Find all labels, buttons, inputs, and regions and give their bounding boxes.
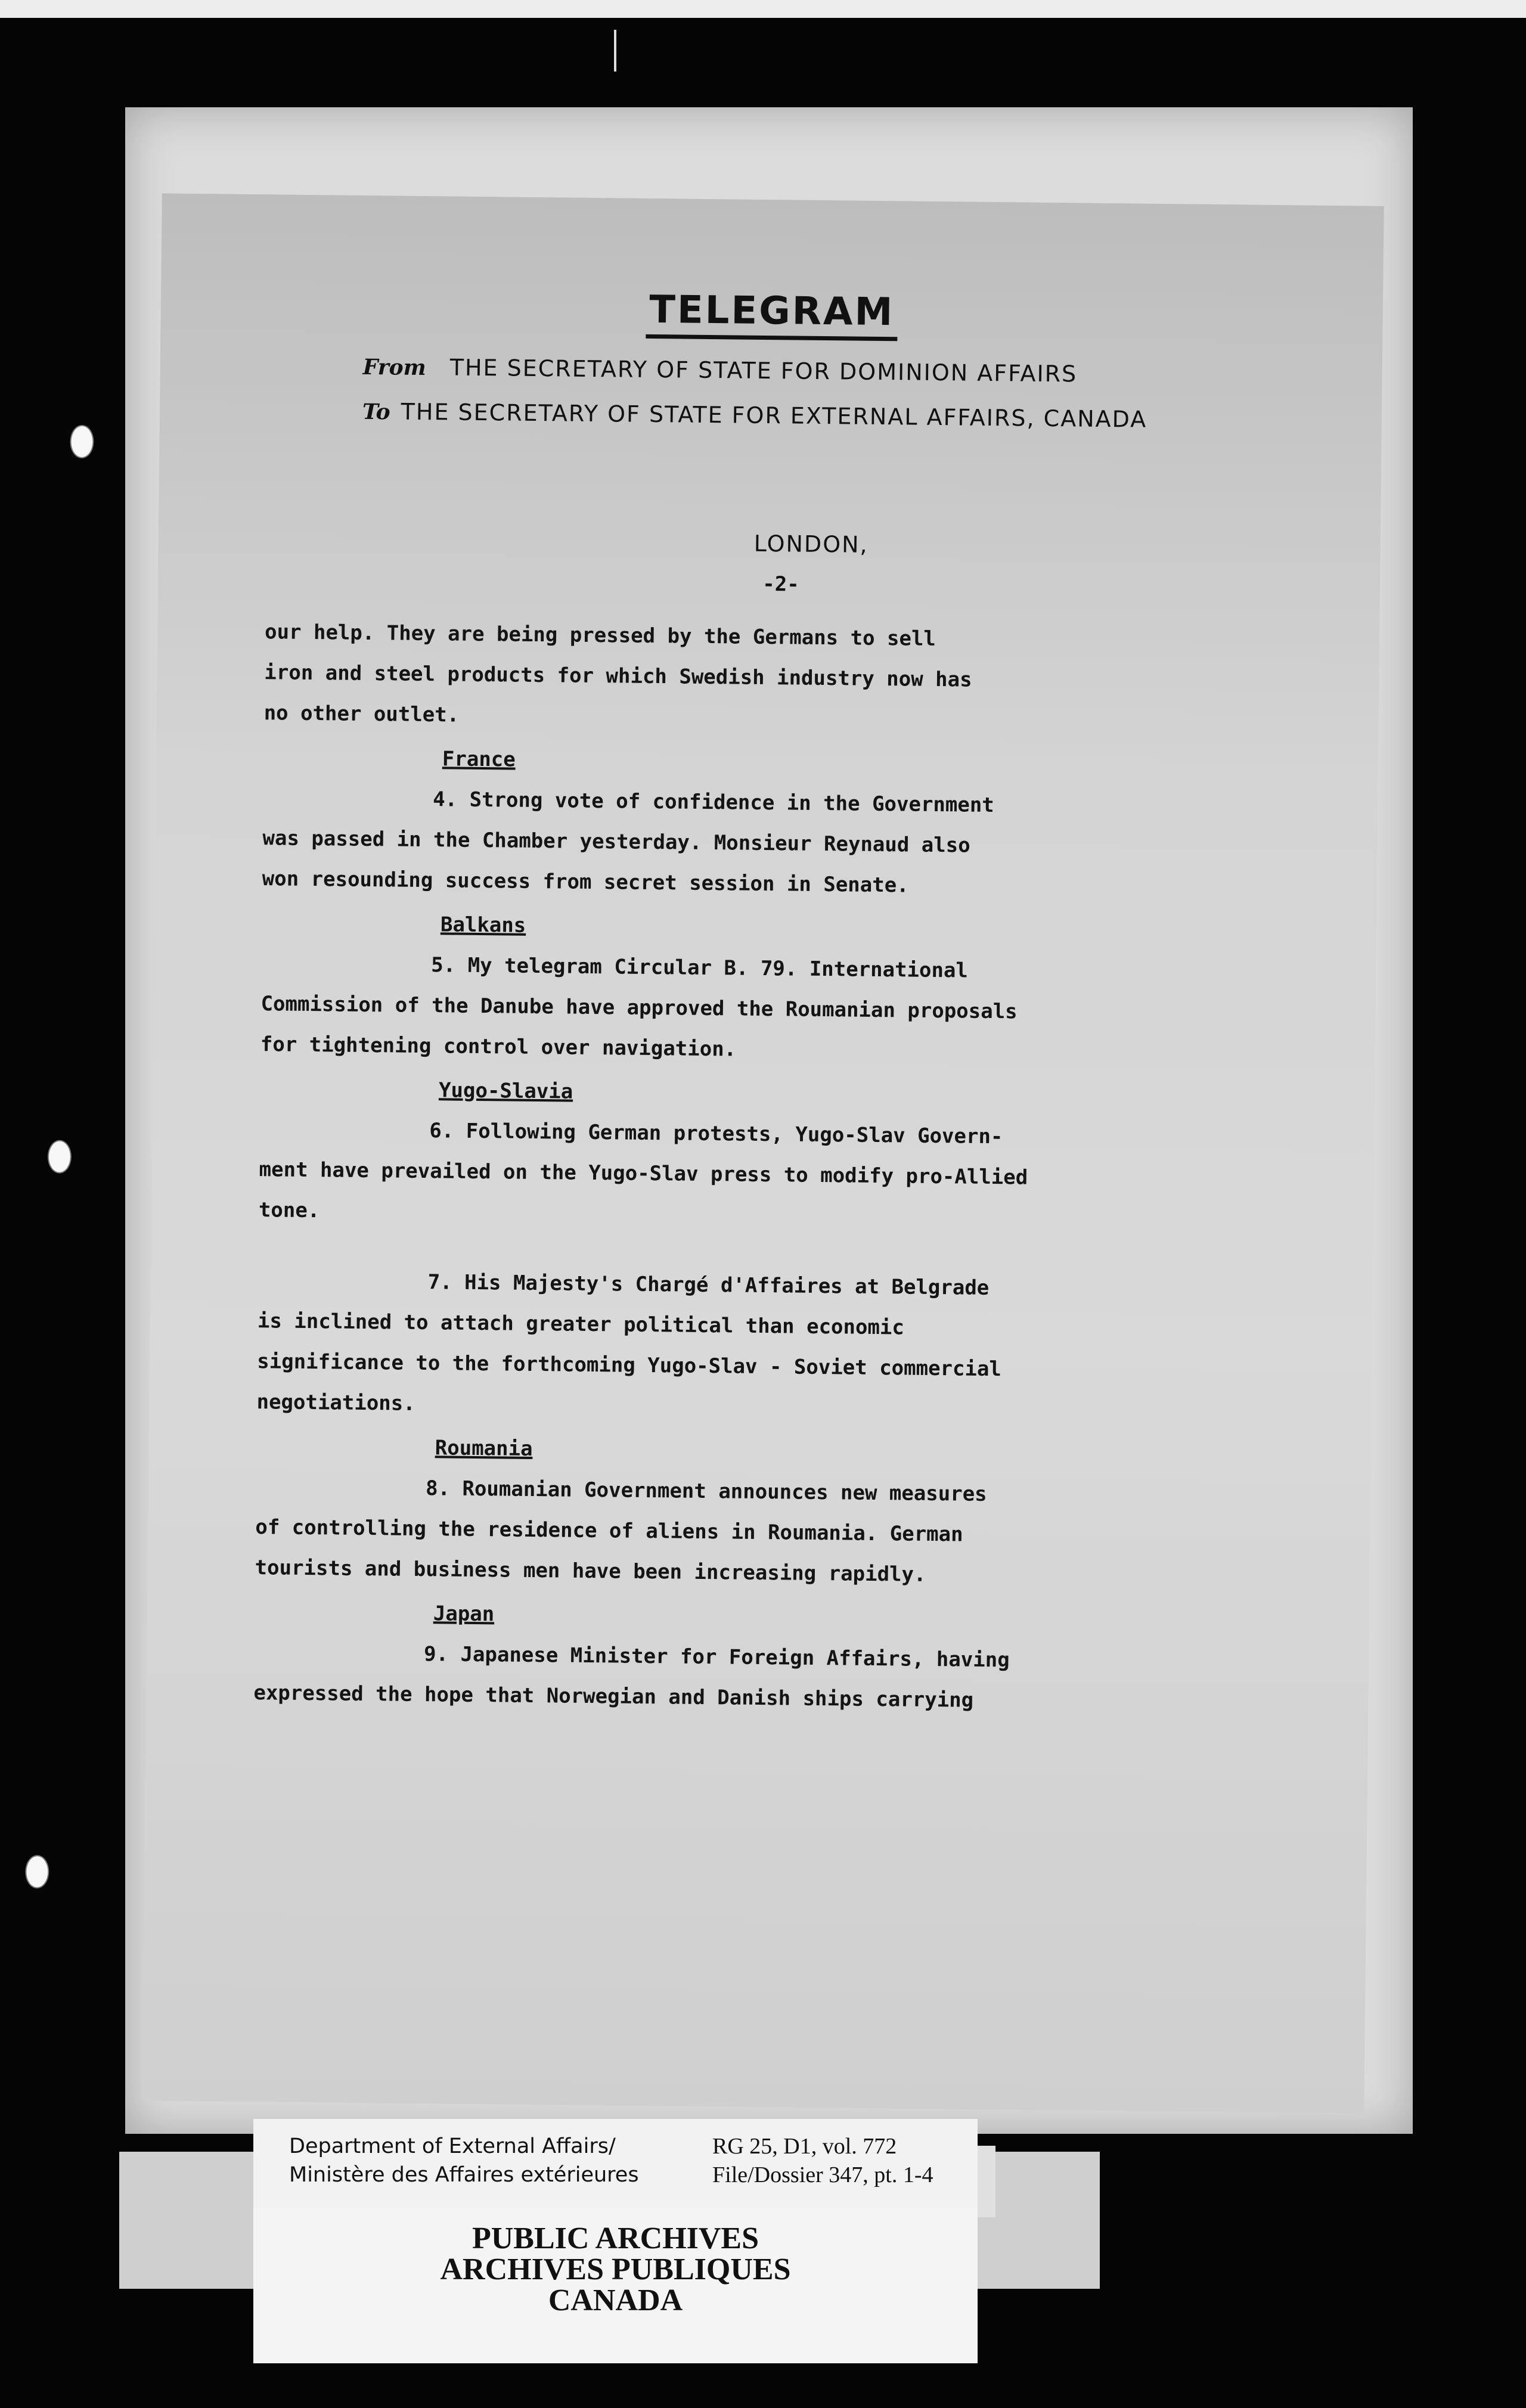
body-line: for tightening control over navigation.: [260, 1032, 737, 1062]
body-line: 9. Japanese Minister for Foreign Affairs, having: [423, 1642, 1010, 1672]
body-line: 8. Roumanian Government announces new measures: [425, 1476, 987, 1506]
body-line: our help. They are being pressed by the Germans to sell: [264, 620, 936, 651]
telegram-title: [160, 283, 1383, 339]
from-line: [363, 353, 1078, 387]
section-heading-balkans: Balkans: [440, 913, 526, 938]
archives-stamp: PUBLIC ARCHIVES ARCHIVES PUBLIQUES CANADA: [440, 2221, 791, 2317]
section-heading-yugo-slavia: Yugo-Slavia: [438, 1078, 573, 1104]
body-line: negotiations.: [256, 1390, 415, 1416]
body-line: tone.: [258, 1198, 320, 1223]
to-line: [362, 398, 1147, 433]
body-line: significance to the forthcoming Yugo-Slav - Soviet commercial: [257, 1349, 1002, 1382]
from-text: THE SECRETARY OF STATE FOR DOMINION AFFAIRS: [449, 354, 1078, 387]
archive-reference-label: [253, 2119, 978, 2208]
punch-hole: [48, 1140, 72, 1173]
page-number: -2-: [762, 572, 799, 597]
title-text: TELEGRAM: [646, 288, 898, 341]
body-line: 5. My telegram Circular B. 79. International: [431, 953, 969, 983]
body-line: was passed in the Chamber yesterday. Monsieur Reynaud also: [262, 826, 970, 858]
place-of-origin: LONDON,: [753, 530, 869, 558]
telegram-page: [142, 193, 1384, 2113]
body-line: no other outlet.: [263, 701, 460, 727]
body-line: won resounding success from secret session in Senate.: [262, 867, 909, 898]
scan-artifact: [614, 30, 616, 72]
body-line: ment have prevailed on the Yugo-Slav press to modify pro-Allied: [259, 1158, 1028, 1190]
body-line: tourists and business men have been increasing rapidly.: [255, 1556, 926, 1587]
punch-hole: [70, 425, 94, 458]
body-line: of controlling the residence of aliens in Roumania. German: [255, 1515, 963, 1547]
scan-top-edge: [0, 0, 1526, 18]
section-heading-france: France: [442, 747, 516, 772]
section-heading-japan: Japan: [433, 1602, 495, 1627]
department-name: Department of External Affairs/ Ministère des Affaires extérieures: [289, 2134, 639, 2187]
punch-hole: [25, 1855, 49, 1888]
file-reference: RG 25, D1, vol. 772 File/Dossier 347, pt. 1-4: [712, 2134, 933, 2187]
body-line: iron and steel products for which Swedish industry now has: [264, 660, 972, 692]
body-line: 6. Following German protests, Yugo-Slav Govern-: [429, 1119, 1003, 1149]
from-label: From: [362, 354, 426, 381]
to-label: To: [362, 399, 390, 425]
body-line: expressed the hope that Norwegian and Danish ships carrying: [253, 1681, 974, 1712]
body-line: 4. Strong vote of confidence in the Government: [432, 787, 994, 818]
telegram-body: [253, 612, 1218, 1723]
body-line: Commission of the Danube have approved the Roumanian proposals: [260, 992, 1018, 1024]
section-heading-roumania: Roumania: [435, 1436, 533, 1461]
body-line: is inclined to attach greater political than economic: [257, 1309, 905, 1340]
to-text: THE SECRETARY OF STATE FOR EXTERNAL AFFAIRS, CANADA: [401, 398, 1147, 433]
label-tab: [978, 2146, 995, 2217]
body-line: 7. His Majesty's Chargé d'Affaires at Belgrade: [427, 1270, 990, 1300]
